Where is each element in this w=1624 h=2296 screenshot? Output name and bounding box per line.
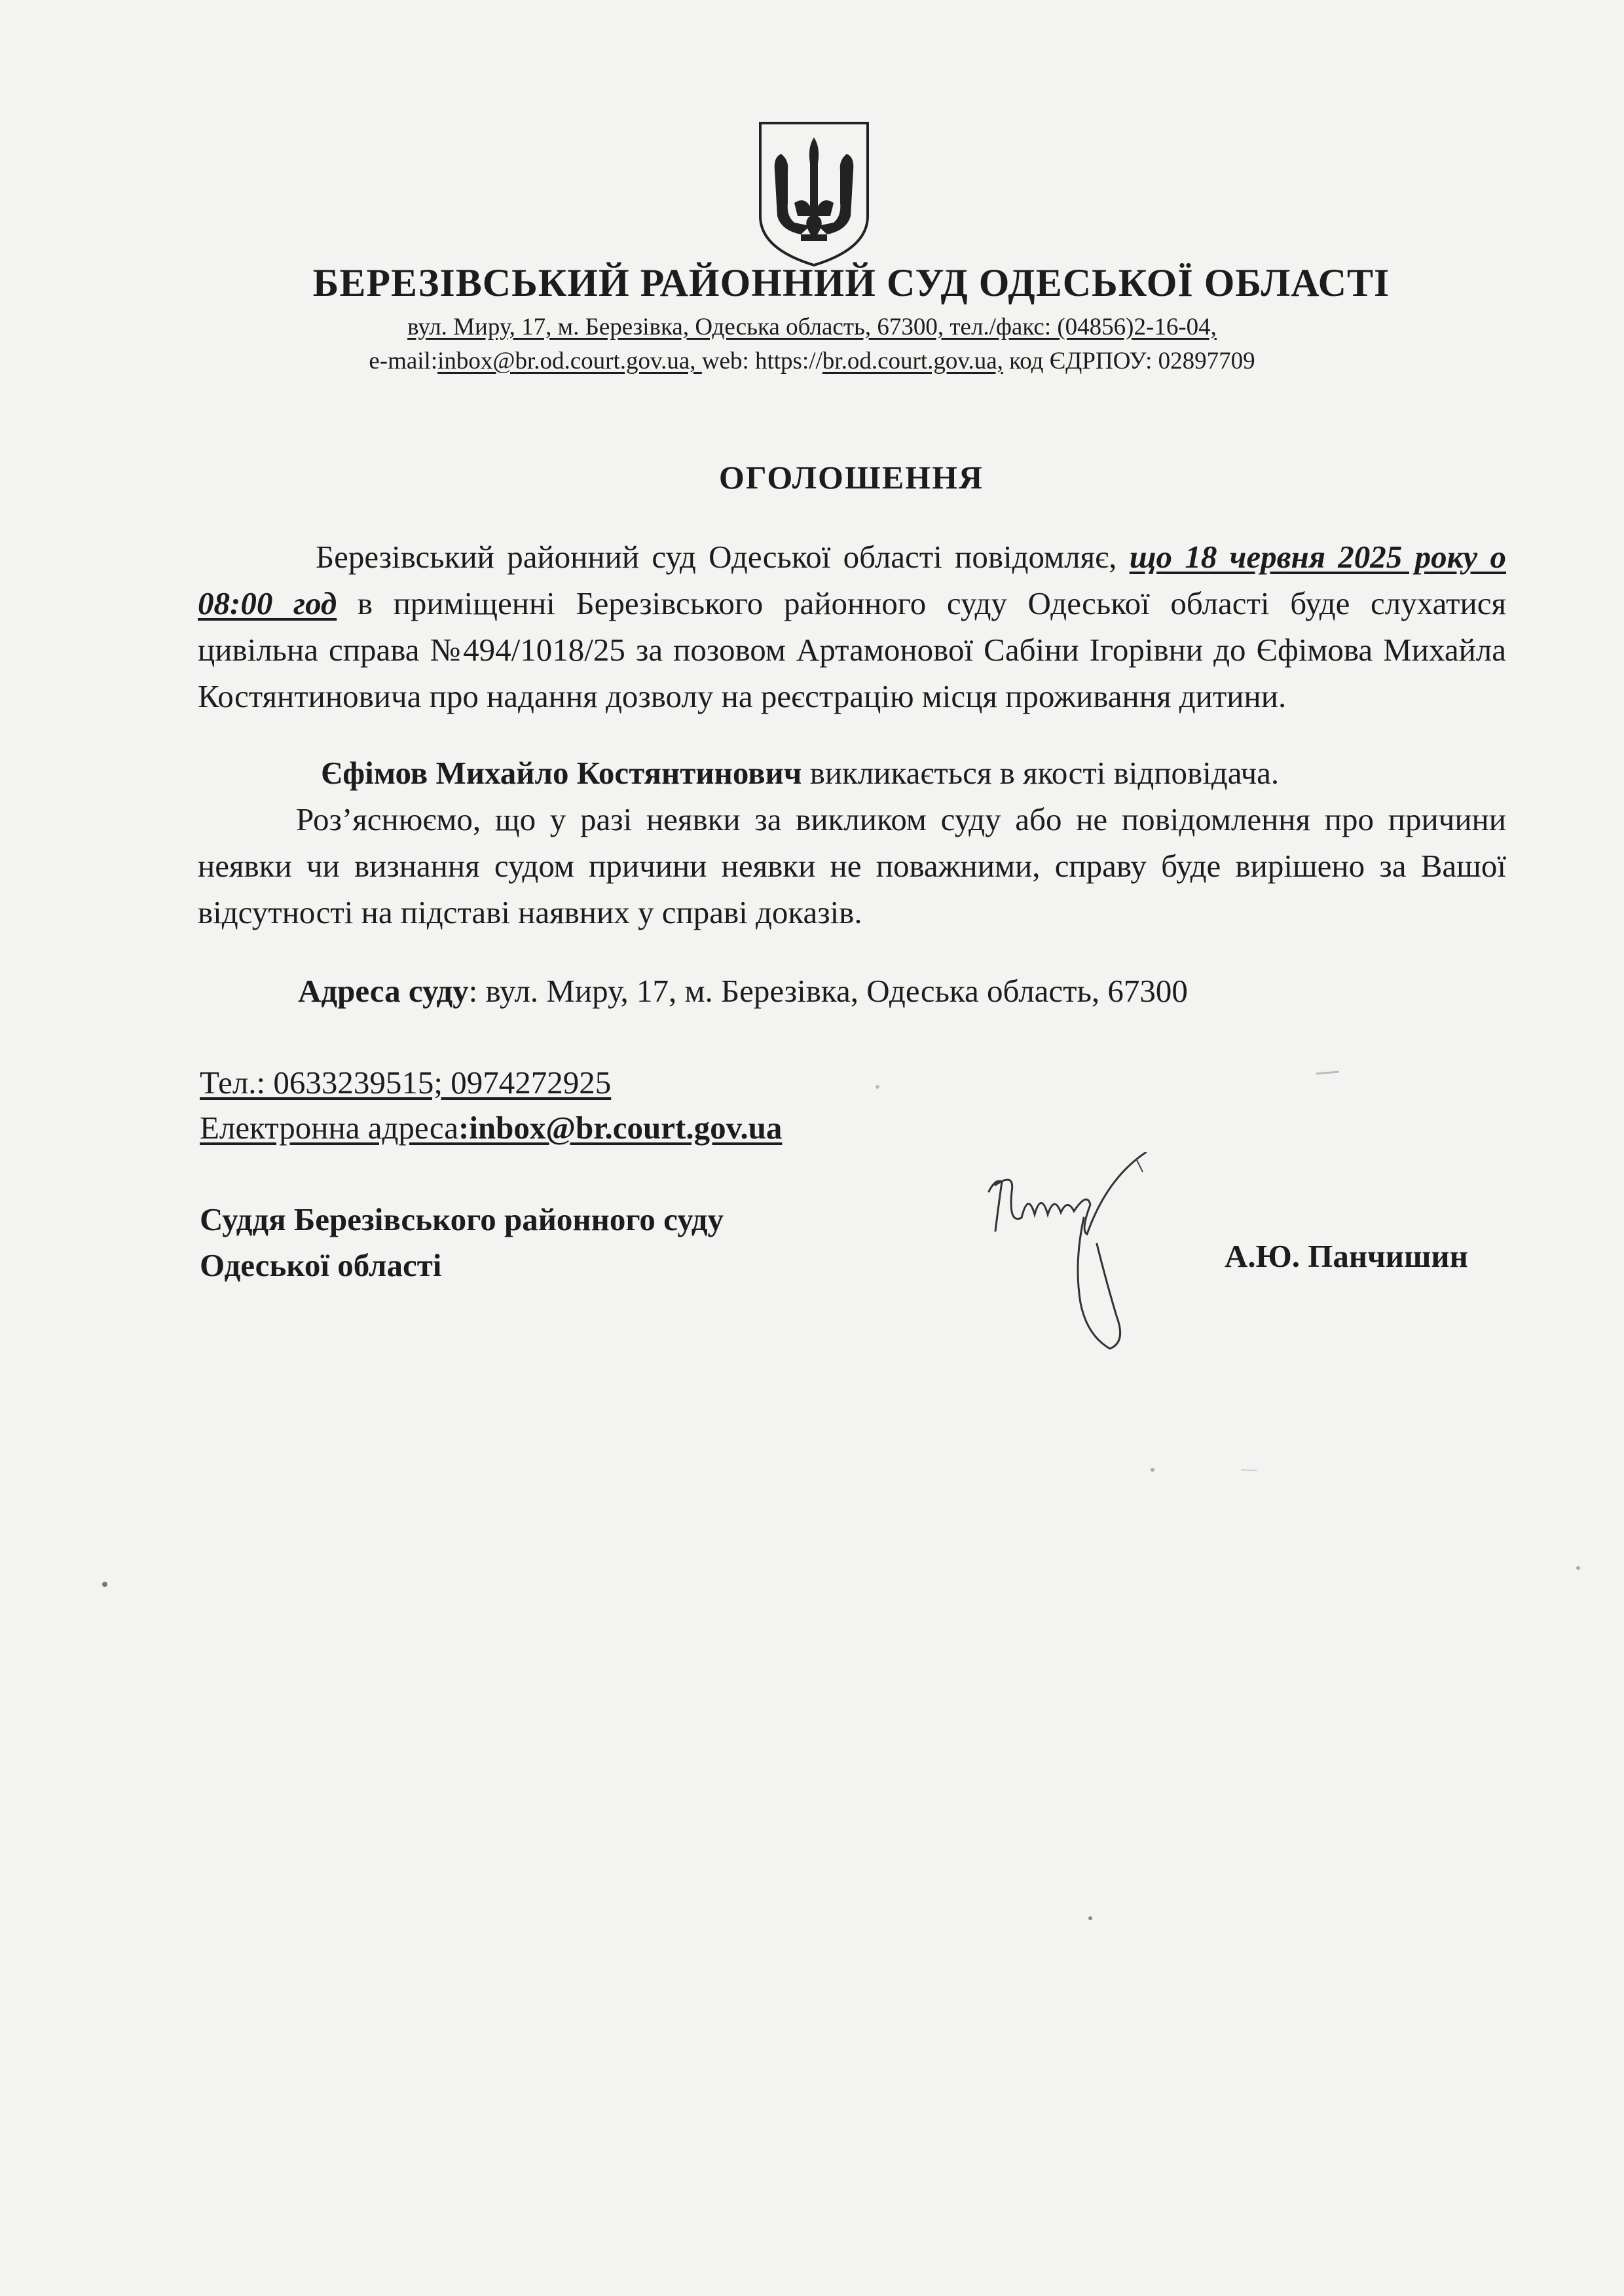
- court-address-line: [298, 972, 1188, 1010]
- judge-title-line-2: Одеської області: [200, 1247, 442, 1283]
- court-email-link[interactable]: inbox@br.od.court.gov.ua,: [437, 348, 702, 374]
- summons-paragraph: [198, 750, 1506, 796]
- announcement-paragraph: [198, 534, 1506, 720]
- clarification-paragraph: Роз’яснюємо, що у разі неявки за викликом суду або не повідомлення про причини неявки чи визнання судом причини неявки не поважними, справу буде вирішено за Вашої відсутності на підставі наявних у справі доказів.: [198, 801, 1506, 930]
- judge-title: [200, 1197, 724, 1288]
- email-label: Електронна адреса: [200, 1110, 458, 1146]
- phone-numbers: Тел.: 0633239515; 0974272925: [200, 1065, 612, 1101]
- court-address-label: Адреса суду: [298, 973, 469, 1009]
- court-website-link[interactable]: br.od.court.gov.ua,: [822, 348, 1003, 374]
- web-prefix: web: https://: [701, 348, 822, 374]
- handwritten-signature: [976, 1152, 1172, 1368]
- paragraph-intro: Березівський районний суд Одеської області повідомляє,: [316, 539, 1130, 575]
- email-value[interactable]: :inbox@br.court.gov.ua: [458, 1110, 783, 1146]
- court-address-value: : вул. Миру, 17, м. Березівка, Одеська область, 67300: [468, 973, 1188, 1009]
- summons-text: викликається в якості відповідача.: [802, 755, 1280, 791]
- ukraine-trident-emblem-icon: [755, 118, 873, 268]
- court-contacts-line: [0, 313, 1624, 341]
- court-web-line: [0, 347, 1624, 375]
- document-title: ОГОЛОШЕННЯ: [718, 459, 984, 496]
- judge-name: А.Ю. Панчишин: [1225, 1238, 1468, 1274]
- email-line: [200, 1109, 782, 1146]
- defendant-name: Єфімов Михайло Костянтинович: [321, 755, 802, 791]
- judge-title-line-1: Суддя Березівського районного суду: [200, 1201, 724, 1237]
- court-address-phone: вул. Миру, 17, м. Березівка, Одеська область, 67300, тел./факс: (04856)2-16-04,: [407, 314, 1217, 340]
- edrpou-code: код ЄДРПОУ: 02897709: [1003, 348, 1255, 374]
- hearing-date: що 18 червня 2025 року о 08:00 год: [198, 539, 1506, 621]
- email-prefix: e-mail:: [369, 348, 438, 374]
- court-name-heading: БЕРЕЗІВСЬКИЙ РАЙОННИЙ СУД ОДЕСЬКОЇ ОБЛАСТІ: [312, 261, 1390, 304]
- paragraph-case-details: в приміщенні Березівського районного суду Одеської області буде слухатися цивільна справа №494/1018/25 за позовом Артамонової Сабіни Ігорівни до Єфімова Михайла Костянтиновича про надання дозволу на реєстрацію місця проживання дитини.: [198, 585, 1506, 714]
